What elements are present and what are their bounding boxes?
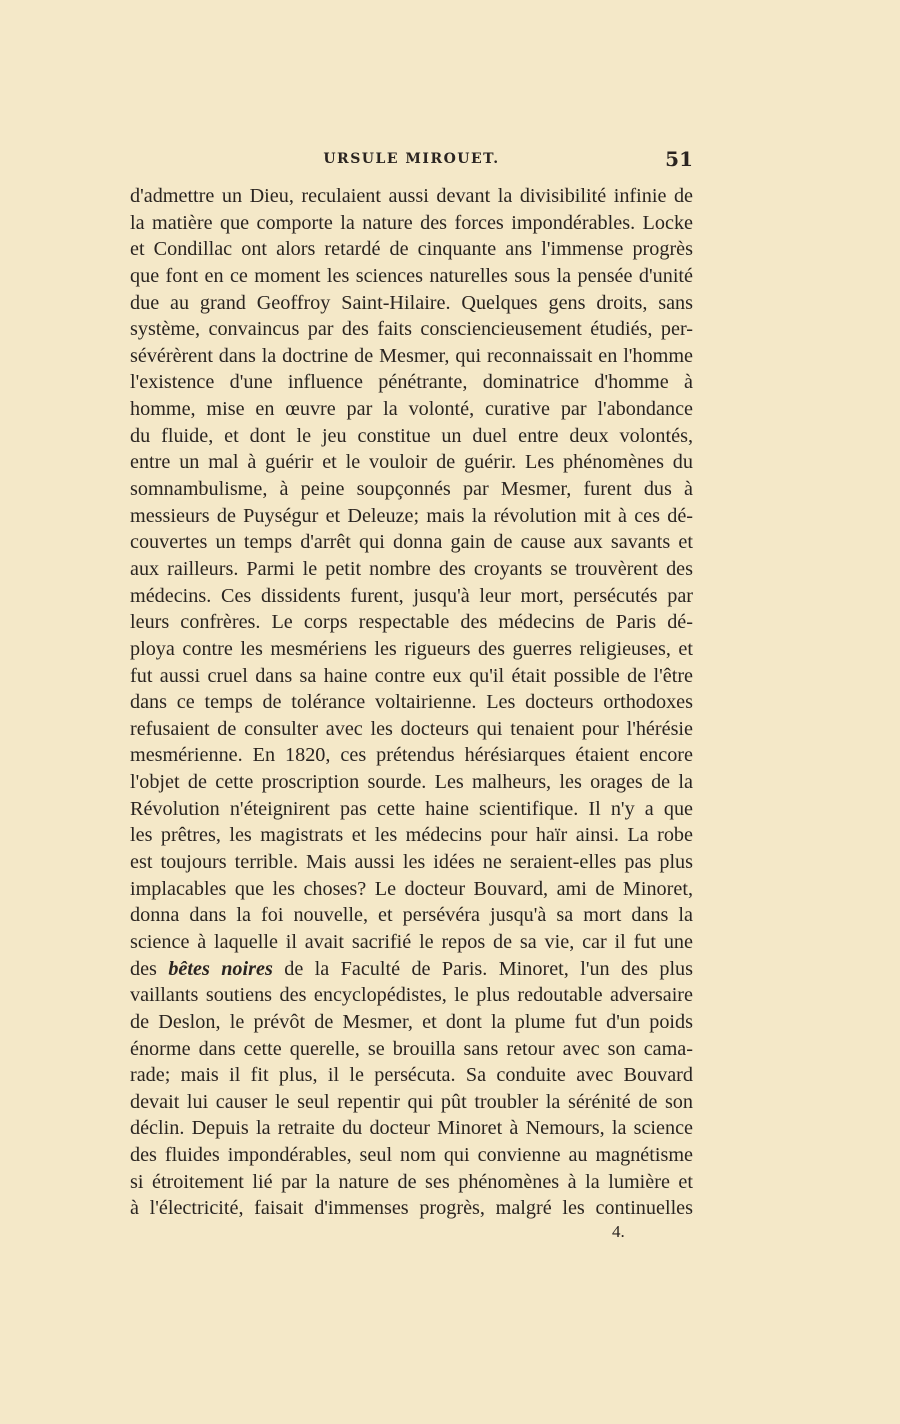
text-line: couvertes un temps d'arrêt qui donna gain de cause aux savants et (130, 531, 693, 554)
italic-phrase: bêtes noires (168, 957, 273, 980)
text-line: leurs confrères. Le corps respectable des médecins de Paris dé- (130, 611, 693, 634)
text-line: vaillants soutiens des encyclopédistes, le plus redoutable adversaire (130, 984, 693, 1007)
text-line: due au grand Geoffroy Saint-Hilaire. Quelques gens droits, sans (130, 291, 693, 314)
text-line: Révolution n'éteignirent pas cette haine scientifique. Il n'y a que (130, 797, 693, 820)
text-fragment: de la Faculté de Paris. Minoret, l'un des plus (284, 957, 693, 980)
signature-mark: 4. (612, 1222, 625, 1241)
text-line: refusaient de consulter avec les docteurs qui tenaient pour l'hérésie (130, 717, 693, 740)
text-line: devait lui causer le seul repentir qui pût troubler la sérénité de son (130, 1090, 693, 1113)
text-line: l'existence d'une influence pénétrante, dominatrice d'homme à (130, 371, 693, 394)
body-text (130, 183, 693, 1222)
text-line: la matière que comporte la nature des forces impondérables. Locke (130, 211, 693, 234)
text-fragment: des (130, 957, 157, 980)
text-line: aux railleurs. Parmi le petit nombre des croyants se trouvèrent des (130, 557, 693, 580)
text-line: dans ce temps de tolérance voltairienne. Les docteurs orthodoxes (130, 691, 693, 714)
text-line: implacables que les choses? Le docteur Bouvard, ami de Minoret, (130, 877, 693, 900)
text-line: science à laquelle il avait sacrifié le repos de sa vie, car il fut une (130, 930, 693, 953)
text-line: est toujours terrible. Mais aussi les idées ne seraient-elles pas plus (130, 851, 693, 874)
text-line: à l'électricité, faisait d'immenses progrès, malgré les continuelles (130, 1197, 693, 1220)
text-line: l'objet de cette proscription sourde. Les malheurs, les orages de la (130, 771, 693, 794)
text-line: entre un mal à guérir et le vouloir de guérir. Les phénomènes du (130, 451, 693, 474)
text-line: homme, mise en œuvre par la volonté, curative par l'abondance (130, 398, 693, 421)
text-line: système, convaincus par des faits consciencieusement étudiés, per- (130, 318, 693, 341)
text-line: rade; mais il fit plus, il le persécuta. Sa conduite avec Bouvard (130, 1064, 693, 1087)
text-line: sévérèrent dans la doctrine de Mesmer, qui reconnaissait en l'homme (130, 344, 693, 367)
page-header (130, 147, 693, 173)
text-line: somnambulisme, à peine soupçonnés par Mesmer, furent dus à (130, 478, 693, 501)
text-line: mesmérienne. En 1820, ces prétendus hérésiarques étaient encore (130, 744, 693, 767)
text-line: donna dans la foi nouvelle, et persévéra jusqu'à sa mort dans la (130, 904, 693, 927)
text-line: que font en ce moment les sciences naturelles sous la pensée d'unité (130, 264, 693, 287)
text-line: ploya contre les mesmériens les rigueurs des guerres religieuses, et (130, 637, 693, 660)
text-line: si étroitement lié par la nature de ses phénomènes à la lumière et (130, 1170, 693, 1193)
text-line: médecins. Ces dissidents furent, jusqu'à leur mort, persécutés par (130, 584, 693, 607)
text-line: fut aussi cruel dans sa haine contre eux qu'il était possible de l'être (130, 664, 693, 687)
text-line: du fluide, et dont le jeu constitue un duel entre deux volontés, (130, 424, 693, 447)
text-line: déclin. Depuis la retraite du docteur Minoret à Nemours, la science (130, 1117, 693, 1140)
running-title: URSULE MIROUET. (323, 151, 500, 167)
text-line: les prêtres, les magistrats et les médecins pour haïr ainsi. La robe (130, 824, 693, 847)
text-line: d'admettre un Dieu, reculaient aussi devant la divisibilité infinie de (130, 185, 693, 207)
text-line (130, 956, 693, 983)
text-line: énorme dans cette querelle, se brouilla sans retour avec son cama- (130, 1037, 693, 1060)
text-line: de Deslon, le prévôt de Mesmer, et dont la plume fut d'un poids (130, 1010, 693, 1033)
text-line: et Condillac ont alors retardé de cinquante ans l'immense progrès (130, 238, 693, 261)
page-number: 51 (665, 147, 693, 171)
text-line: des fluides impondérables, seul nom qui convienne au magnétisme (130, 1144, 693, 1167)
text-line: messieurs de Puységur et Deleuze; mais la révolution mit à ces dé- (130, 504, 693, 527)
